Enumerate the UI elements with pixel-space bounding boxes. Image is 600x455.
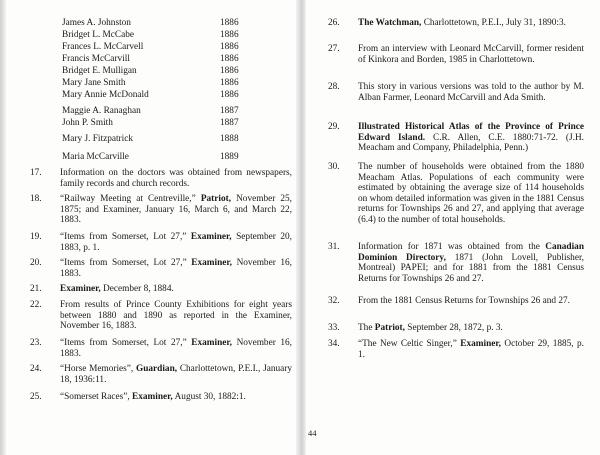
person-name: James A. Johnston	[62, 18, 131, 28]
footnote	[30, 168, 292, 189]
footnote-number: 25.	[30, 392, 42, 402]
name-row	[62, 30, 272, 41]
person-name: Maria McCarville	[62, 152, 129, 162]
footnote-number: 27.	[328, 44, 340, 54]
person-year: 1886	[220, 30, 239, 40]
footnote-number: 24.	[30, 364, 42, 374]
footnote-text: This story in various versions was told to the author by M. Alban Farmer, Leonard McCarvill and Ada Smith.	[358, 82, 584, 103]
name-row	[62, 90, 272, 101]
person-name: Mary Jane Smith	[62, 78, 126, 88]
person-year: 1887	[220, 118, 239, 128]
footnote-text: From an interview with Leonard McCarvill, former resident of Kinkora and Borden, 1985 in Charlottetown.	[358, 44, 584, 65]
footnote	[328, 82, 584, 103]
footnote	[30, 232, 292, 253]
footnote	[328, 44, 584, 65]
name-row	[62, 54, 272, 65]
footnote	[328, 162, 584, 226]
person-year: 1886	[220, 78, 239, 88]
person-name: John P. Smith	[62, 118, 113, 128]
name-row	[62, 106, 272, 117]
footnote-number: 26.	[328, 18, 340, 28]
footnote-text: “Horse Memories”, Guardian, Charlottetown, P.E.I., January 18, 1936:11.	[60, 364, 292, 385]
person-name: Frances L. McCarvell	[62, 42, 144, 52]
footnote-text: “Items from Somerset, Lot 27,” Examiner, September 20, 1883, p. 1.	[60, 232, 293, 253]
footnote-text: From results of Prince County Exhibitions for eight years between 1880 and 1890 as reported in the Examiner, November 16, 1883.	[60, 300, 292, 332]
person-name: Mary Annie McDonald	[62, 90, 149, 100]
footnote-number: 17.	[30, 168, 42, 178]
footnote	[328, 296, 584, 307]
page-number: 44	[308, 428, 317, 438]
person-year: 1889	[220, 152, 239, 162]
footnote-number: 20.	[30, 258, 42, 268]
footnote-number: 32.	[328, 296, 340, 306]
person-name: Bridget E. Mulligan	[62, 66, 137, 76]
footnote-text: “Items from Somerset, Lot 27,” Examiner, November 16, 1883.	[60, 338, 292, 359]
footnote	[328, 339, 584, 360]
person-year: 1886	[220, 54, 239, 64]
footnote-number: 19.	[30, 232, 42, 242]
name-row	[62, 152, 272, 163]
footnote-number: 33.	[328, 323, 340, 333]
footnote-text: “Railway Meeting at Centreville,” Patriot, November 25, 1875; and Examiner, January 16, March 6, and March 22, 1883.	[60, 194, 292, 226]
footnote	[30, 258, 292, 279]
name-row	[62, 42, 272, 53]
footnote-text: From the 1881 Census Returns for Townships 26 and 27.	[358, 296, 570, 306]
person-name: Mary J. Fitzpatrick	[62, 134, 134, 144]
footnote-text: “Somerset Races”, Examiner, August 30, 1882:1.	[60, 392, 246, 402]
footnote-text: Information for 1871 was obtained from the Canadian Dominion Directory, 1871 (John Lovell, Publisher, Montreal) PAPEI; and for 1881 from the 1881 Census Returns for Townships 26 and 27.	[358, 242, 584, 284]
footnote	[30, 364, 292, 385]
person-year: 1887	[220, 106, 239, 116]
footnote-text: The Watchman, Charlottetown, P.E.I., July 31, 1890:3.	[358, 18, 566, 28]
footnote-number: 31.	[328, 242, 340, 252]
name-row	[62, 134, 272, 145]
footnote-number: 28.	[328, 82, 340, 92]
footnote	[30, 300, 292, 332]
page-edge-shadow	[0, 0, 6, 455]
footnote-number: 30.	[328, 162, 340, 172]
person-year: 1886	[220, 18, 239, 28]
name-row	[62, 18, 272, 29]
person-name: Maggie A. Ranaghan	[62, 106, 141, 116]
book-spine	[296, 0, 306, 455]
person-year: 1888	[220, 134, 239, 144]
footnote-text: Examiner, December 8, 1884.	[60, 284, 174, 294]
footnote	[328, 122, 584, 154]
footnote-number: 34.	[328, 339, 340, 349]
person-name: Francis McCarvill	[62, 54, 130, 64]
footnote	[30, 194, 292, 226]
name-row	[62, 118, 272, 129]
footnote-text: The number of households were obtained from the 1880 Meacham Atlas. Populations of each community were estimated by obtaining the average size of 114 households on whom detailed information was given in the 1881 Census returns for Townships 26 and 27, and applying that average (6.4) to the number of total households.	[358, 162, 584, 225]
footnote-text: Information on the doctors was obtained from newspapers, family records and church records.	[60, 168, 292, 189]
footnote-text: Illustrated Historical Atlas of the Province of Prince Edward Island. C.R. Allen, C.E. 1880:71-72. (J.H. Meacham and Company, Philadelphia, Penn.)	[358, 122, 584, 154]
footnote-text: “The New Celtic Singer,” Examiner, October 29, 1885, p. 1.	[358, 339, 584, 360]
footnote-number: 29.	[328, 122, 340, 132]
footnote-text: “Items from Somerset, Lot 27,” Examiner, November 16, 1883.	[60, 258, 292, 279]
footnote-number: 18.	[30, 194, 42, 204]
footnote-number: 22.	[30, 300, 42, 310]
name-row	[62, 78, 272, 89]
footnote	[328, 242, 584, 284]
footnote-number: 21.	[30, 284, 42, 294]
footnote	[30, 392, 292, 403]
footnote-text: The Patriot, September 28, 1872, p. 3.	[358, 323, 503, 333]
person-year: 1886	[220, 42, 239, 52]
footnote-number: 23.	[30, 338, 42, 348]
footnote	[30, 284, 292, 295]
person-year: 1886	[220, 90, 239, 100]
person-name: Bridget L. McCabe	[62, 30, 135, 40]
person-year: 1886	[220, 66, 239, 76]
footnote	[30, 338, 292, 359]
footnote	[328, 18, 584, 29]
footnote	[328, 323, 584, 334]
name-row	[62, 66, 272, 77]
